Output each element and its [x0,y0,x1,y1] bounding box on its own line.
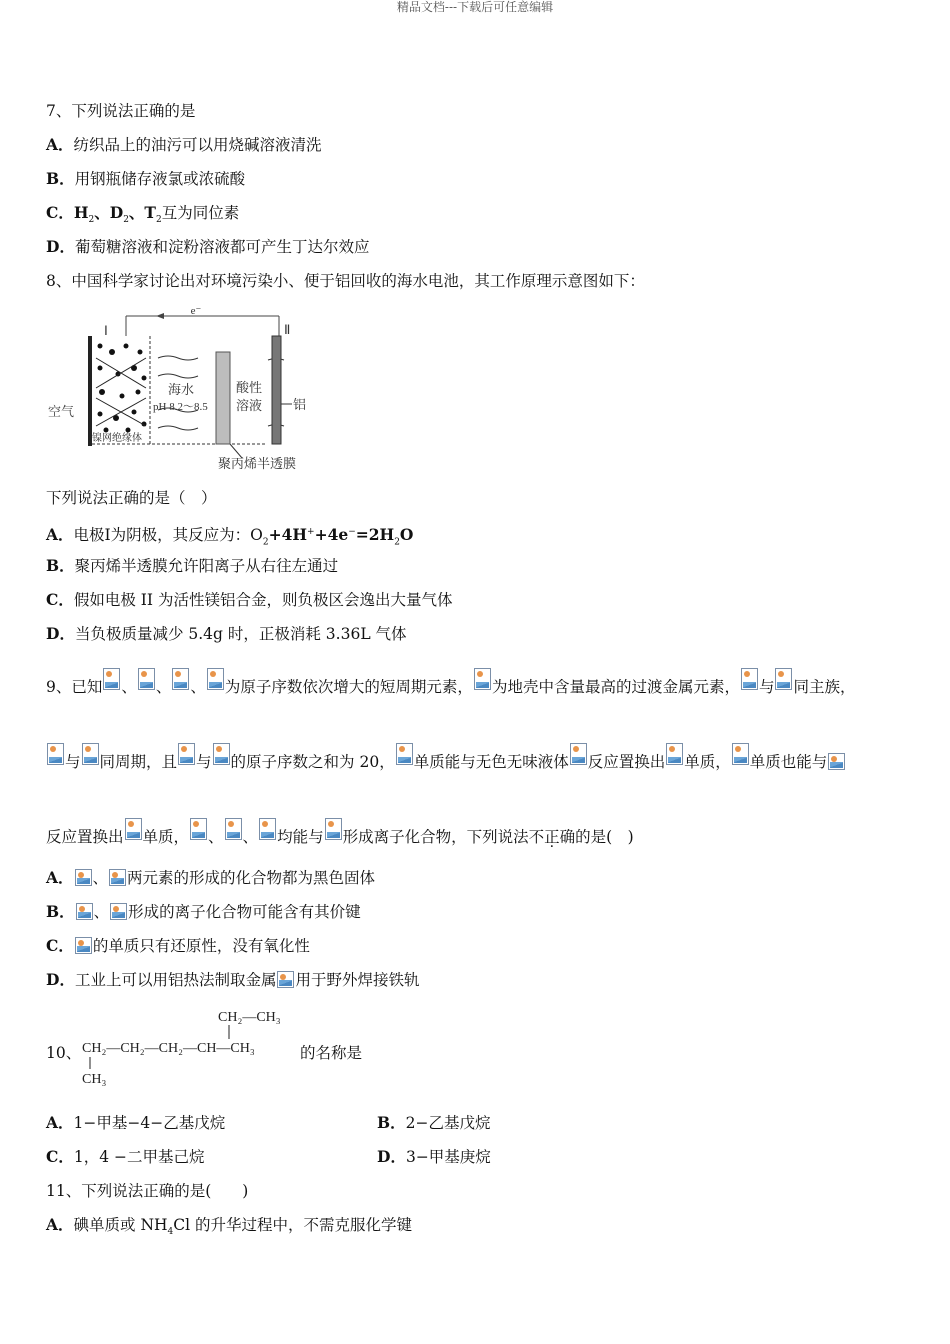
broken-image-icon [172,668,189,690]
option-label: A． [46,1215,74,1234]
text: 单质能与无色无味液体 [413,753,569,771]
subscript: 2 [394,537,400,548]
option-text: Cl 的升华过程中，不需克服化学键 [173,1216,413,1234]
option-label: D． [46,237,75,256]
formula-t: 、T [128,203,156,222]
option-label: C． [46,203,74,222]
option-label: A． [46,1113,74,1132]
broken-image-icon [75,869,92,886]
broken-image-icon [741,668,758,690]
option-text: 两元素的形成的化合物都为黑色固体 [127,869,376,887]
broken-image-icon [325,818,342,840]
q9-option-a [46,867,375,889]
broken-image-icon [138,668,155,690]
option-label: B． [46,902,75,921]
broken-image-icon [47,743,64,765]
option-text: 聚丙烯半透膜允许阳离子从右往左通过 [74,557,339,575]
text: 、 [121,678,137,696]
text: 、 [208,828,224,846]
broken-image-icon [474,668,491,690]
broken-image-icon [666,743,683,765]
electrode-1-label: Ⅰ [104,323,108,338]
broken-image-icon [259,818,276,840]
q7-stem [46,100,195,122]
q8-option-c [46,589,452,611]
acid-label-1: 酸性 [236,380,263,395]
q9-line-2 [46,743,846,773]
broken-image-icon [110,903,127,920]
broken-image-icon [76,903,93,920]
q7-option-d [46,236,369,258]
q8-option-a [46,521,413,553]
seawater-label: 海水 [168,382,195,397]
semipermeable-membrane [216,352,230,444]
option-text: 形成的离子化合物可能含有其价键 [128,903,361,921]
electron-arrow-icon [156,313,164,319]
q7-option-c [46,202,239,231]
q8-sub-text: 下列说法正确的是（ ） [46,489,217,507]
air-label: 空气 [48,404,75,419]
option-text: 假如电极 II 为活性镁铝合金，则负极区会逸出大量气体 [73,591,453,609]
text: 为原子序数依次增大的短周期元素， [224,678,473,696]
acid-label-2: 溶液 [236,398,263,413]
broken-image-icon [178,743,195,765]
q8-sub-stem [46,487,217,509]
text: 、 [92,869,109,887]
porous-particles [98,344,147,433]
formula-part: O [399,525,414,545]
option-label: B． [46,556,75,575]
option-label: B． [46,169,75,188]
text: 反应置换出 [46,828,124,846]
subscript: 2 [123,215,129,226]
electrode-2 [272,336,281,444]
option-text: 用于野外焊接铁轨 [295,971,420,989]
formula-d: 、D [94,203,124,222]
q10-tail [300,1042,362,1064]
option-text: 的单质只有还原性，没有氧化性 [92,937,310,955]
broken-image-icon [396,743,413,765]
battery-diagram [46,306,316,474]
superscript: − [348,527,356,537]
text: 形成离子化合物，下列说法 [342,828,529,846]
formula-main-chain: CH₂—CH₂—CH₂—CH—CH₃ [82,1041,255,1056]
q8-option-d [46,623,407,645]
text: 9、已知 [46,678,103,696]
q9-line-3 [46,818,634,848]
broken-image-icon [732,743,749,765]
formula-h: H [73,203,89,222]
q10-number [46,1042,81,1064]
option-label: D． [46,970,75,989]
broken-image-icon [225,818,242,840]
q10-option-a [46,1112,225,1134]
q7-option-b [46,168,245,190]
text: 同周期，且 [99,753,178,771]
broken-image-icon [190,818,207,840]
option-label: C． [46,936,74,955]
subscript: 2 [88,215,95,226]
q9-option-c [46,935,310,957]
formula-part: +4e [314,525,349,545]
text: 与 [196,753,212,771]
membrane-label: 聚丙烯半透膜 [218,456,297,471]
q7-option-a [46,134,322,156]
broken-image-icon [277,971,294,988]
text: 单质， [142,828,190,846]
option-text: 葡萄糖溶液和淀粉溶液都可产生丁达尔效应 [74,238,370,256]
q8-stem-text: 8、中国科学家讨论出对环境污染小、便于铝回收的海水电池，其工作原理示意图如下： [46,272,645,290]
option-label: D． [377,1147,406,1166]
q10-option-d [377,1146,491,1168]
option-text: 用钢瓶储存液氯或浓硫酸 [74,170,246,188]
text: 均能与 [277,828,324,846]
q10-option-b [377,1112,490,1134]
broken-image-icon [213,743,230,765]
text: 单质， [684,753,731,771]
text: 的原子序数之和为 20， [230,753,395,771]
q8-option-b [46,555,338,577]
text: 与 [65,753,81,771]
electron-label: e⁻ [190,306,202,317]
text: 为地壳中含量最高的过渡金属元素， [491,678,740,696]
option-text: 3−甲基庚烷 [405,1148,491,1166]
text: 反应置换出 [587,753,666,771]
ph-label: pH 8.2～8.5 [153,401,208,413]
subscript: 2 [262,537,269,548]
option-text: 电极Ⅰ为阴极，其反应为：O [73,526,263,545]
aluminum-label: 铝 [293,397,307,412]
q9-option-b [46,901,361,923]
electrode-1 [88,336,92,446]
text: 、 [242,828,259,846]
option-text: 碘单质或 NH [73,1216,168,1234]
subscript: 2 [155,215,162,226]
option-label: D． [46,624,75,643]
structural-formula [80,1005,300,1087]
page-header: 精品文档---下载后可任意编辑 [396,0,554,14]
broken-image-icon [828,753,845,770]
broken-image-icon [75,937,92,954]
option-label: A． [46,868,74,887]
option-text: 工业上可以用铝热法制取金属 [74,971,277,989]
text: 的名称是 [300,1044,363,1062]
q10-option-c [46,1146,204,1168]
broken-image-icon [125,818,142,840]
q11-option-a [46,1214,412,1243]
broken-image-icon [82,743,99,765]
superscript: + [307,527,315,537]
text: 同主族， [793,678,856,696]
q9-line-1 [46,668,855,698]
formula-top-branch: CH₂—CH₃ [218,1010,281,1025]
text: 10、 [46,1044,82,1062]
text: 单质也能与 [749,753,828,771]
broken-image-icon [775,668,792,690]
text: 、 [155,678,172,696]
q11-stem-text: 11、下列说法正确的是( ) [46,1182,249,1200]
option-text: 1−甲基−4−乙基戊烷 [73,1114,226,1132]
option-label: C． [46,590,74,609]
option-label: A． [46,525,74,545]
text: 的是( ) [575,828,634,846]
text: 与 [758,678,775,696]
option-label: A． [46,135,74,154]
emphasis-not-correct: 不正确 [528,828,576,846]
q8-stem [46,270,645,292]
option-label: C． [46,1147,74,1166]
formula-part: +4H [268,525,308,545]
option-text: 2−乙基戊烷 [405,1114,491,1132]
option-text: 1，4 −二甲基己烷 [73,1148,205,1166]
broken-image-icon [207,668,224,690]
formula-bottom-branch: CH₃ [82,1072,107,1087]
insulator-label: 镍网绝缘体 [92,433,142,444]
option-text: 当负极质量减少 5.4g 时，正极消耗 3.36L 气体 [74,625,407,643]
text: 、 [93,903,110,921]
q7-stem-text: 7、下列说法正确的是 [46,102,196,120]
q11-stem [46,1180,248,1202]
option-text: 互为同位素 [161,204,240,222]
electrode-2-label: Ⅱ [284,322,291,337]
broken-image-icon [570,743,587,765]
option-text: 纺织品上的油污可以用烧碱溶液清洗 [73,136,322,154]
broken-image-icon [103,668,120,690]
q9-option-d [46,969,419,991]
option-label: B． [377,1113,406,1132]
formula-part: =2H [355,525,395,545]
text: 、 [190,678,206,696]
subscript: 4 [167,1227,174,1238]
broken-image-icon [109,869,126,886]
